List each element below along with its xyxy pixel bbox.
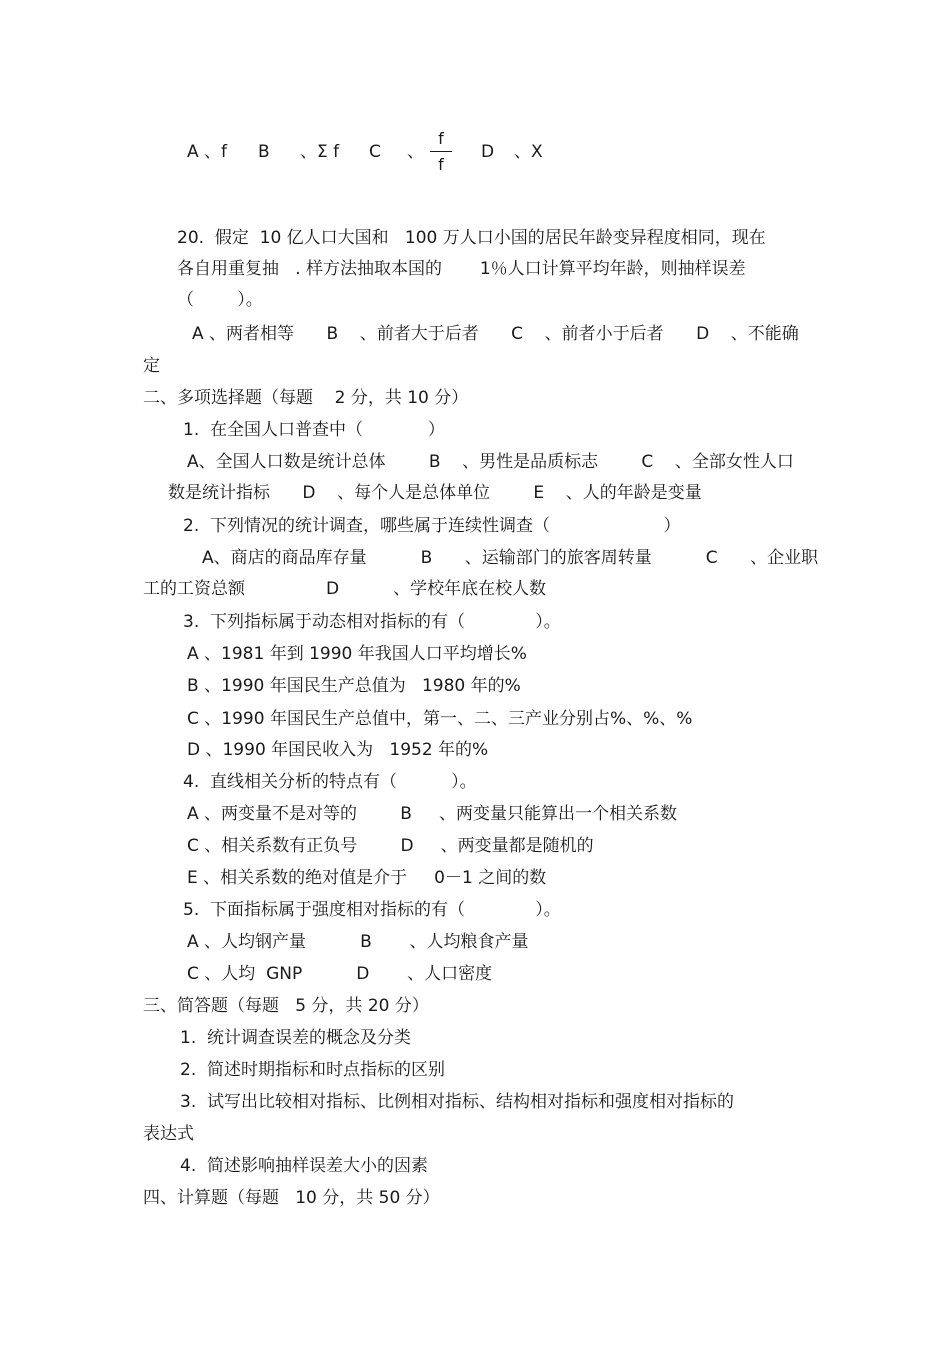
option-c-sep: 、: [407, 142, 424, 162]
text-line: A 、人均钢产量 B 、人均粮食产量: [187, 932, 529, 952]
text-line: A 、两者相等 B 、前者大于后者 C 、前者小于后者 D 、不能确: [192, 324, 799, 344]
text-line: 3. 下列指标属于动态相对指标的有（ ）。: [183, 612, 561, 632]
text-line: 定: [143, 356, 160, 376]
option-d-text: 、X: [514, 142, 543, 162]
text-line: 工的工资总额 D 、学校年底在校人数: [143, 579, 547, 599]
text-line: 二、多项选择题（每题 2 分，共 10 分）: [143, 388, 469, 408]
text-line: 2. 下列情况的统计调查，哪些属于连续性调查（ ）: [183, 516, 681, 536]
text-line: 3. 试写出比较相对指标、比例相对指标、结构相对指标和强度相对指标的: [180, 1092, 735, 1112]
text-line: 三、简答题（每题 5 分，共 20 分）: [143, 996, 429, 1016]
option-c-fraction: [430, 130, 452, 174]
fraction-bar: [430, 151, 452, 152]
text-line: D 、1990 年国民收入为 1952 年的%: [187, 740, 489, 760]
text-line: 2. 简述时期指标和时点指标的区别: [180, 1060, 446, 1080]
option-d-label: D: [481, 142, 495, 162]
text-line: 表达式: [143, 1124, 194, 1144]
text-line: 4. 直线相关分析的特点有（ ）。: [183, 772, 477, 792]
fraction-numerator: f: [438, 129, 444, 148]
text-line: 4. 简述影响抽样误差大小的因素: [180, 1156, 429, 1176]
text-line: 20. 假定 10 亿人口大国和 100 万人口小国的居民年龄变异程度相同，现在: [177, 228, 766, 248]
text-line: C 、相关系数有正负号 D 、两变量都是随机的: [187, 836, 594, 856]
text-line: 1. 在全国人口普查中（ ）: [183, 420, 445, 440]
text-line: 1. 统计调查误差的概念及分类: [180, 1028, 412, 1048]
text-line: C 、人均 GNP D 、人口密度: [187, 964, 493, 984]
text-line: 四、计算题（每题 10 分，共 50 分）: [143, 1188, 440, 1208]
text-line: 5. 下面指标属于强度相对指标的有（ ）。: [183, 900, 561, 920]
text-line: E 、相关系数的绝对值是介于 0－1 之间的数: [187, 868, 547, 888]
option-b-text: 、Σ f: [300, 142, 340, 162]
text-line: A 、两变量不是对等的 B 、两变量只能算出一个相关系数: [187, 804, 677, 824]
text-line: 数是统计指标 D 、每个人是总体单位 E 、人的年龄是变量: [168, 483, 702, 503]
text-line: C 、1990 年国民生产总值中，第一、二、三产业分别占%、%、%: [187, 709, 693, 729]
text-line: （ ）。: [177, 290, 263, 310]
text-line: A、商店的商品库存量 B 、运输部门的旅客周转量 C 、企业职: [202, 548, 819, 568]
fraction-denominator: f: [438, 155, 444, 174]
text-line: B 、1990 年国民生产总值为 1980 年的%: [187, 676, 521, 696]
option-a: A 、f: [187, 142, 228, 162]
option-b-label: B: [258, 142, 270, 162]
text-line: A 、1981 年到 1990 年我国人口平均增长%: [187, 644, 527, 664]
text-line: A、全国人口数是统计总体 B 、男性是品质标志 C 、全部女性人口: [187, 452, 794, 472]
text-line: 各自用重复抽 . 样方法抽取本国的 1％人口计算平均年龄，则抽样误差: [177, 259, 746, 279]
option-c-label: C: [369, 142, 381, 162]
